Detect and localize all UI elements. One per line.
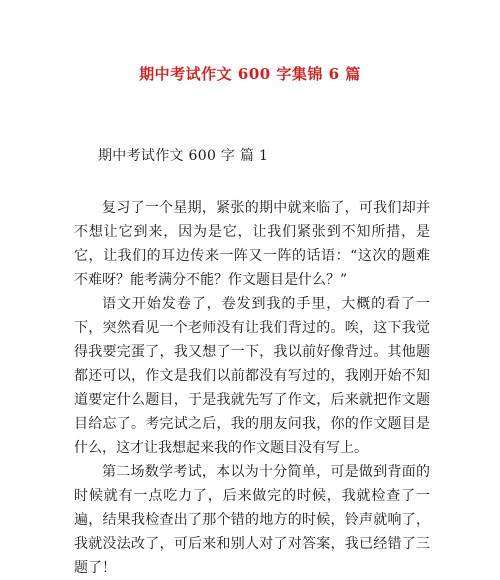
paragraph: 第二场数学考试，本以为十分简单，可是做到背面的时候就有一点吃力了，后来做完的时候，我就检查了一遍，结果我检查出了那个错的地方的时候，铃声就响了，我就没法改了，可后来和别人对了对答案，我已经错了三题了！ [74, 464, 430, 576]
document-body [74, 196, 430, 580]
cut-off-text-line [98, 556, 428, 566]
document-title: 期中考试作文 600 字集锦 6 篇 [139, 65, 361, 83]
section-heading: 期中考试作文 600 字 篇 1 [98, 148, 269, 164]
paragraph: 复习了一个星期，紧张的期中就来临了，可我们却并不想让它到来，因为是它，让我们紧张到不知所措，是它，让我们的耳边传来一阵又一阵的话语：“这次的题难不难呀？能考满分不能？作文题目是什么？” [74, 200, 430, 288]
paragraph: 语文开始发卷了，卷发到我的手里，大概的看了一下，突然看见一个老师没有让我们背过的。唉，这下我觉得我要完蛋了，我又想了一下，我以前好像背过。其他题都还可以，作文是我们以前都没有写过的，我刚开始不知道要定什么题目，于是我就先写了作文，后来就把作文题目给忘了。考完试之后，我的朋友问我，你的作文题目是什么，这才让我想起来我的作文题目没有写上。 [74, 296, 430, 456]
